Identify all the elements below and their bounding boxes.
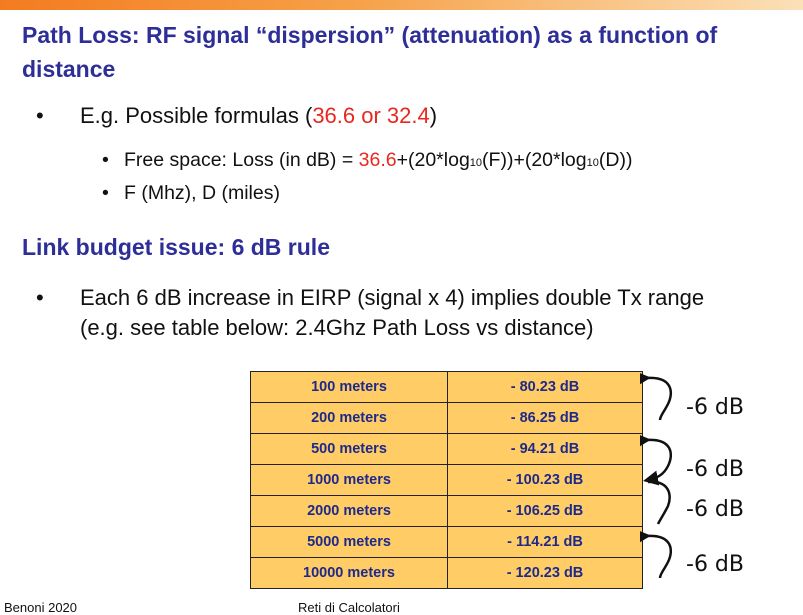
loss-cell: - 94.21 dB bbox=[448, 434, 643, 465]
sub-bullet-dot: • bbox=[102, 149, 109, 171]
sub-bullet-units bbox=[102, 179, 280, 207]
distance-cell: 100 meters bbox=[251, 372, 448, 403]
annotation-minus-6db: -6 dB bbox=[686, 552, 744, 577]
bullet-dot: • bbox=[36, 285, 44, 310]
distance-cell: 10000 meters bbox=[251, 558, 448, 589]
annotation-minus-6db: -6 dB bbox=[686, 457, 744, 482]
bullet-6db-rule bbox=[36, 283, 705, 343]
log-subscript-d: 10 bbox=[586, 157, 599, 169]
free-space-constant: 36.6 bbox=[358, 149, 397, 171]
section-heading-link-budget: Link budget issue: 6 dB rule bbox=[22, 234, 330, 260]
loss-cell: - 100.23 dB bbox=[448, 465, 643, 496]
units-text: F (Mhz), D (miles) bbox=[124, 182, 280, 204]
loss-cell: - 106.25 dB bbox=[448, 496, 643, 527]
table-row bbox=[251, 434, 643, 465]
brace-arrow-500-1000 bbox=[646, 440, 671, 480]
free-space-part1: +(20*log bbox=[396, 149, 470, 171]
distance-cell: 1000 meters bbox=[251, 465, 448, 496]
distance-cell: 5000 meters bbox=[251, 527, 448, 558]
table-row bbox=[251, 527, 643, 558]
footer-author: Benoni 2020 bbox=[4, 600, 78, 615]
brace-arrows-group bbox=[640, 370, 684, 590]
table-row bbox=[251, 372, 643, 403]
table-row bbox=[251, 465, 643, 496]
path-loss-table bbox=[250, 371, 643, 589]
log-subscript-f: 10 bbox=[469, 157, 483, 169]
loss-cell: - 114.21 dB bbox=[448, 527, 643, 558]
loss-cell: - 120.23 dB bbox=[448, 558, 643, 589]
annotation-minus-6db: -6 dB bbox=[686, 497, 744, 522]
top-accent-bar bbox=[0, 0, 803, 10]
bullet-6db-line1: Each 6 dB increase in EIRP (signal x 4) implies double Tx range bbox=[80, 285, 705, 310]
brace-arrow-1000-2000 bbox=[648, 482, 670, 524]
annotation-minus-6db: -6 dB bbox=[686, 395, 744, 420]
sub-bullet-free-space bbox=[102, 146, 633, 177]
loss-cell: - 80.23 dB bbox=[448, 372, 643, 403]
loss-cell: - 86.25 dB bbox=[448, 403, 643, 434]
bullet-formulas bbox=[36, 101, 438, 131]
table-row bbox=[251, 403, 643, 434]
distance-cell: 2000 meters bbox=[251, 496, 448, 527]
sub-bullet-dot: • bbox=[102, 182, 109, 204]
free-space-part2: (F))+(20*log bbox=[482, 149, 587, 171]
bullet-formulas-suffix: ) bbox=[429, 103, 438, 128]
distance-cell: 500 meters bbox=[251, 434, 448, 465]
bullet-formulas-highlight: 36.6 or 32.4 bbox=[312, 103, 430, 128]
bullet-formulas-prefix: E.g. Possible formulas ( bbox=[80, 103, 313, 128]
brace-arrow-100-200 bbox=[646, 378, 671, 420]
bullet-dot: • bbox=[36, 103, 44, 128]
bullet-6db-line2: (e.g. see table below: 2.4Ghz Path Loss vs distance) bbox=[80, 315, 594, 340]
slide-title: Path Loss: RF signal “dispersion” (attenuation) as a function of distance bbox=[22, 22, 718, 82]
brace-arrow-5000-10000 bbox=[646, 536, 671, 578]
free-space-prefix: Free space: Loss (in dB) = bbox=[124, 149, 359, 171]
distance-cell: 200 meters bbox=[251, 403, 448, 434]
footer-course: Reti di Calcolatori bbox=[298, 600, 400, 615]
table-row bbox=[251, 558, 643, 589]
table-row bbox=[251, 496, 643, 527]
free-space-part3: (D)) bbox=[598, 149, 633, 171]
